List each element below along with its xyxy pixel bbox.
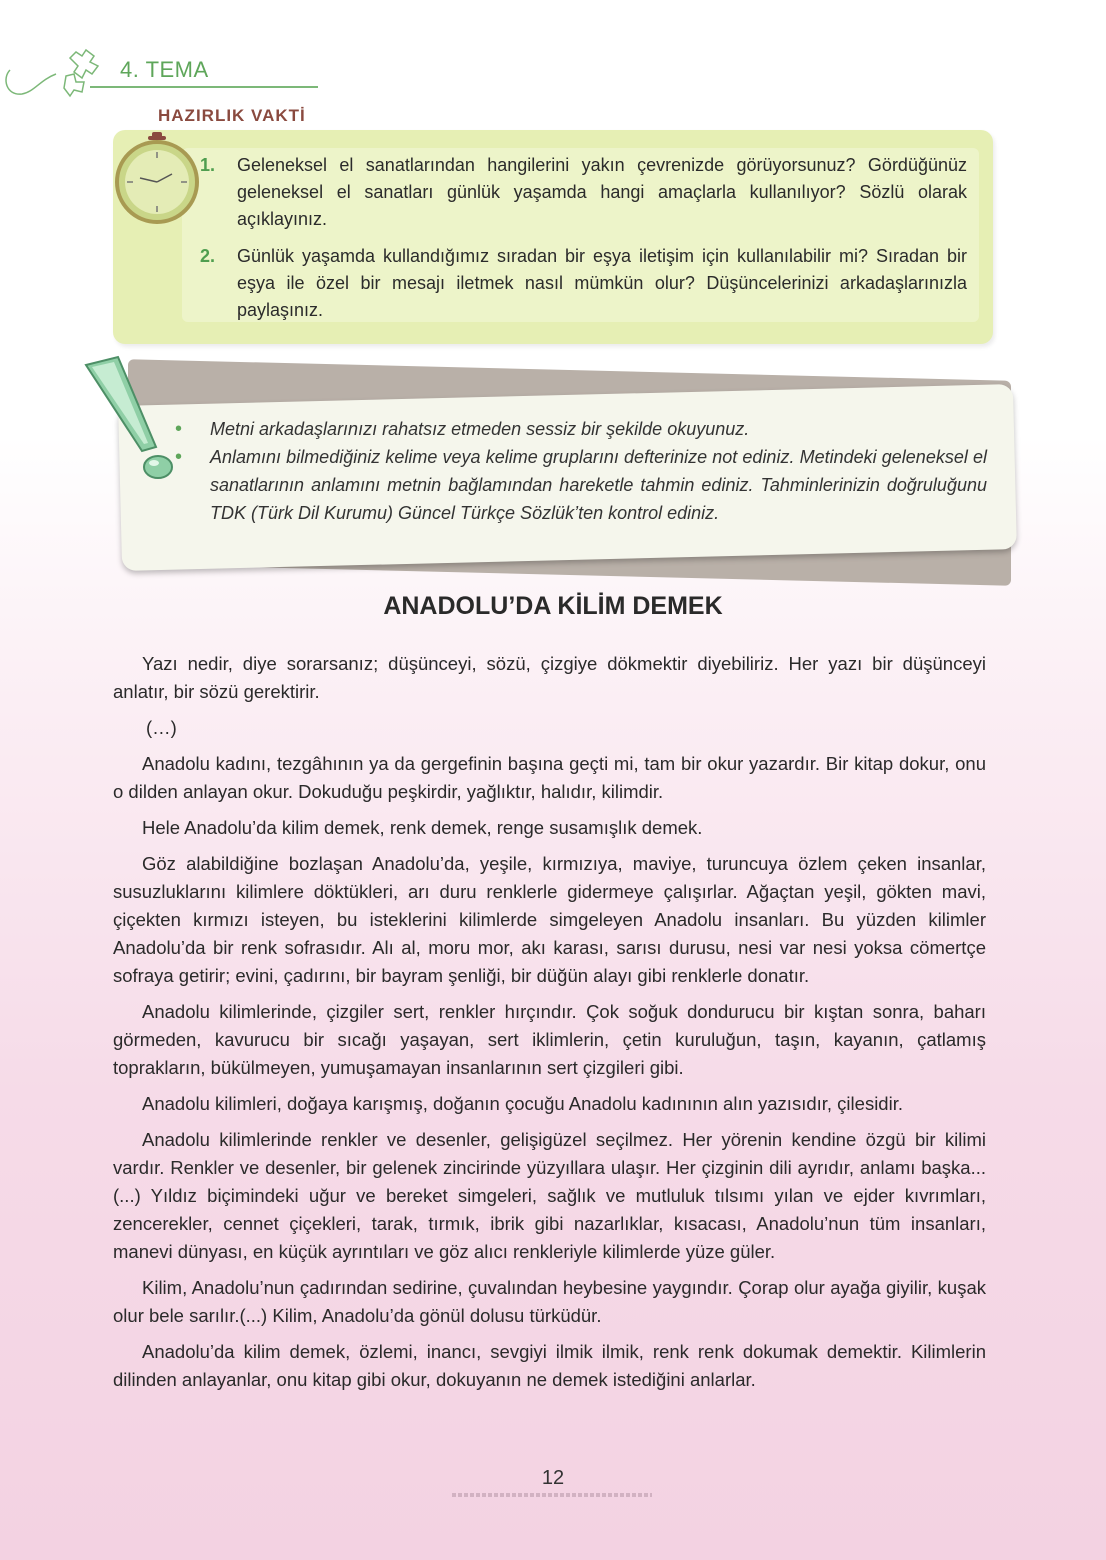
article-paragraph: Anadolu kilimlerinde, çizgiler sert, renkler hırçındır. Çok soğuk dondurucu bir kıştan sonra, baharı görmeden, kavurucu bir sıcağı yaşayan, sert iklimlerin, çetin kuruluğun, taşın, kayanın, çatlamış toprakların, bükülmeyen, yumuşamayan insanlarının sert çizgileri gibi. xyxy=(113,1001,986,1078)
article-paragraph: (…) xyxy=(146,717,177,738)
reading-note-item xyxy=(175,443,987,527)
question-text: Günlük yaşamda kullandığımız sıradan bir eşya iletişim için kullanılabilir mi? Sıradan bir eşya ile özel bir mesajı iletmek nasıl mümkün olur? Düşüncelerinizi arkadaşlarınızla paylaşınız. xyxy=(237,246,967,320)
question-text: Geleneksel el sanatlarından hangilerini yakın çevrenizde görüyorsunuz? Gördüğünüz geleneksel el sanatları günlük yaşamda hangi amaçlarla kullanılıyor? Sözlü olarak açıklayınız. xyxy=(237,155,967,229)
footer-decoration xyxy=(452,1493,652,1497)
stopwatch-icon xyxy=(110,130,202,226)
bullet-dot-icon: • xyxy=(175,418,183,440)
article-paragraph: Anadolu kadını, tezgâhının ya da gergefinin başına geçti mi, tam bir okur yazardır. Bir kitap dokur, onu o dilden anlayan okur. Dokuduğu peşkirdir, yağlıktır, halıdır, kilimdir. xyxy=(113,753,986,802)
preparation-question xyxy=(200,243,967,324)
article-paragraph: Hele Anadolu’da kilim demek, renk demek, renge susamışlık demek. xyxy=(142,817,703,838)
article-paragraph: Göz alabildiğine bozlaşan Anadolu’da, yeşile, kırmızıya, maviye, turuncuya özlem çeken insanlar, susuzluklarını kilimlere döktükleri, arı duru renklerle gidermeye çalışırlar. Ağaçtan yeşil, gökten mavi, çiçekten kırmızı isteyen, bu isteklerini kilimlerde simgeleyen Anadolu insanları. Bu yüzden kilimler Anadolu’da bir renk sofrasıdır. Alı al, moru mor, akı karası, sarısı durusu, nesi var nesi yoksa cömertçe sofraya getirir; evini, çadırını, bir bayram şenliği, bir düğün alayı gibi renklerle donatır. xyxy=(113,853,986,986)
reading-note-text: Anlamını bilmediğiniz kelime veya kelime gruplarını defterinize not ediniz. Metindeki geleneksel el sanatlarının anlamını metnin bağlamından hareketle tahmin ediniz. Tahminlerinizin doğruluğunu TDK (Türk Dil Kurumu) Güncel Türkçe Sözlük’ten kontrol ediniz. xyxy=(210,447,987,523)
article-body xyxy=(113,650,986,1402)
question-number: 2. xyxy=(200,246,216,266)
preparation-question xyxy=(200,152,967,233)
reading-note-item xyxy=(175,415,987,443)
preparation-heading: HAZIRLIK VAKTİ xyxy=(158,106,306,125)
theme-header xyxy=(0,40,330,100)
article-title: ANADOLU’DA KİLİM DEMEK xyxy=(383,592,723,620)
article-paragraph: Anadolu kilimlerinde renkler ve desenler, gelişigüzel seçilmez. Her yörenin kendine özgü bir kilimi vardır. Renkler ve desenler, bir gelenek zincirinde yüzyıllara ulaşır. Her çizginin dili ayrıdır, anlamı başka... (...) Yıldız biçimindeki uğur ve bereket simgeleri, sağlık ve mutluluk tılsımı yılan ve ejder kıvrımları, zencerekler, cennet çiçekleri, tarak, tırmık, ibrik gibi nazarlıklar, kısacası, Anadolu’nun tüm insanları, manevi dünyası, en küçük ayrıntıları ve göz alıcı renkleriyle kilimlerde yüze güler. xyxy=(113,1129,986,1262)
header-rule xyxy=(90,86,318,88)
bullet-dot-icon: • xyxy=(175,446,183,468)
article-paragraph: Kilim, Anadolu’nun çadırından sedirine, çuvalından heybesine yaygındır. Çorap olur ayağa giyilir, kuşak olur bele sarılır.(...) Kilim, Anadolu’da gönül dolusu türküdür. xyxy=(113,1277,986,1326)
question-number: 1. xyxy=(200,155,216,175)
reading-note-text: Metni arkadaşlarınızı rahatsız etmeden sessiz bir şekilde okuyunuz. xyxy=(210,419,750,439)
article-paragraph: Yazı nedir, diye sorarsanız; düşünceyi, sözü, çizgiye dökmektir diyebiliriz. Her yazı bir düşünceyi anlatır, bir sözü gerektirir. xyxy=(113,653,986,702)
page-number: 12 xyxy=(541,1467,565,1489)
exclamation-icon xyxy=(78,355,188,485)
article-paragraph: Anadolu kilimleri, doğaya karışmış, doğanın çocuğu Anadolu kadınının alın yazısıdır, çilesidir. xyxy=(142,1093,903,1114)
article-paragraph: Anadolu’da kilim demek, özlemi, inancı, sevgiyi ilmik ilmik, renk renk dokumak demektir. Kilimlerin dilinden anlayanlar, onu kitap gibi okur, dokuyanın ne demek istediğini anlarlar. xyxy=(113,1341,986,1390)
theme-title: 4. TEMA xyxy=(120,57,209,82)
puzzle-swirl-icon xyxy=(0,40,120,100)
